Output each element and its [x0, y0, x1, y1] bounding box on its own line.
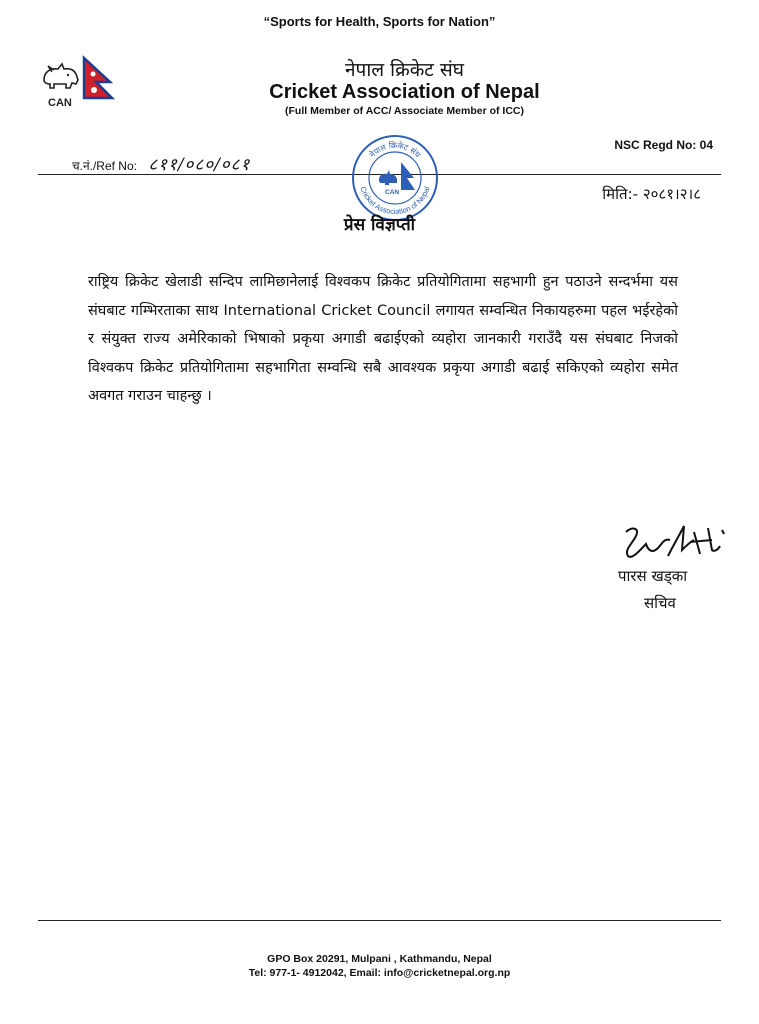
- reference-line: [72, 152, 250, 175]
- seal-text-nepali: नेपाल क्रिकेट संघ: [367, 140, 423, 160]
- org-name-nepali: नेपाल क्रिकेट संघ: [345, 59, 464, 81]
- nsc-registration: NSC Regd No: 04: [614, 138, 713, 152]
- document-date: मिति:- २०८१।२।८: [602, 185, 701, 203]
- reference-label: च.नं./Ref No:: [72, 159, 137, 173]
- body-paragraph: राष्ट्रिय क्रिकेट खेलाडी सन्दिप लामिछानेलाई विश्वकप क्रिकेट प्रतियोगितामा सहभागी हुन पठाउने सन्दर्भमा यस संघबाट गम्भिरताका साथ International Cricket Council लगायत सम्वन्धित निकायहरुमा पहल भईरहेको र संयुक्त राज्य अमेरिकाको भिषाको प्रकृया अगाडी बढाईएको व्यहोरा जानकारी गराउँदै यस संघबाट निजको विश्वकप क्रिकेट प्रतियोगितामा सहभागिता सम्वन्धि सबै आवश्यक प्रकृया अगाडी बढाई सकिएको व्यहोरा समेत अवगत गराउन चाहन्छु ।: [88, 274, 678, 404]
- reference-number: ८११/०८०/०८१: [148, 155, 251, 175]
- membership-line: (Full Member of ACC/ Associate Member of ICC): [285, 105, 524, 117]
- org-name-english: Cricket Association of Nepal: [269, 81, 540, 103]
- footer-contact: Tel: 977-1- 4912042, Email: info@cricketnepal.org.np: [248, 967, 511, 979]
- svg-text:नेपाल क्रिकेट संघ: [367, 140, 422, 160]
- logo-text: CAN: [48, 97, 72, 109]
- seal-center-text: CAN: [385, 189, 400, 196]
- signatory-title: सचिव: [644, 594, 676, 612]
- motto: “Sports for Health, Sports for Nation”: [263, 14, 496, 29]
- footer-address: GPO Box 20291, Mulpani , Kathmandu, Nepal: [267, 953, 492, 965]
- footer-divider: [38, 920, 721, 921]
- signatory-name: पारस खड्का: [618, 567, 688, 585]
- seal-text-english: Cricket Association of Nepal: [358, 185, 432, 217]
- document-title: प्रेस विज्ञप्ती: [343, 215, 416, 235]
- official-seal-icon: [345, 132, 445, 224]
- handwritten-signature: [620, 520, 732, 568]
